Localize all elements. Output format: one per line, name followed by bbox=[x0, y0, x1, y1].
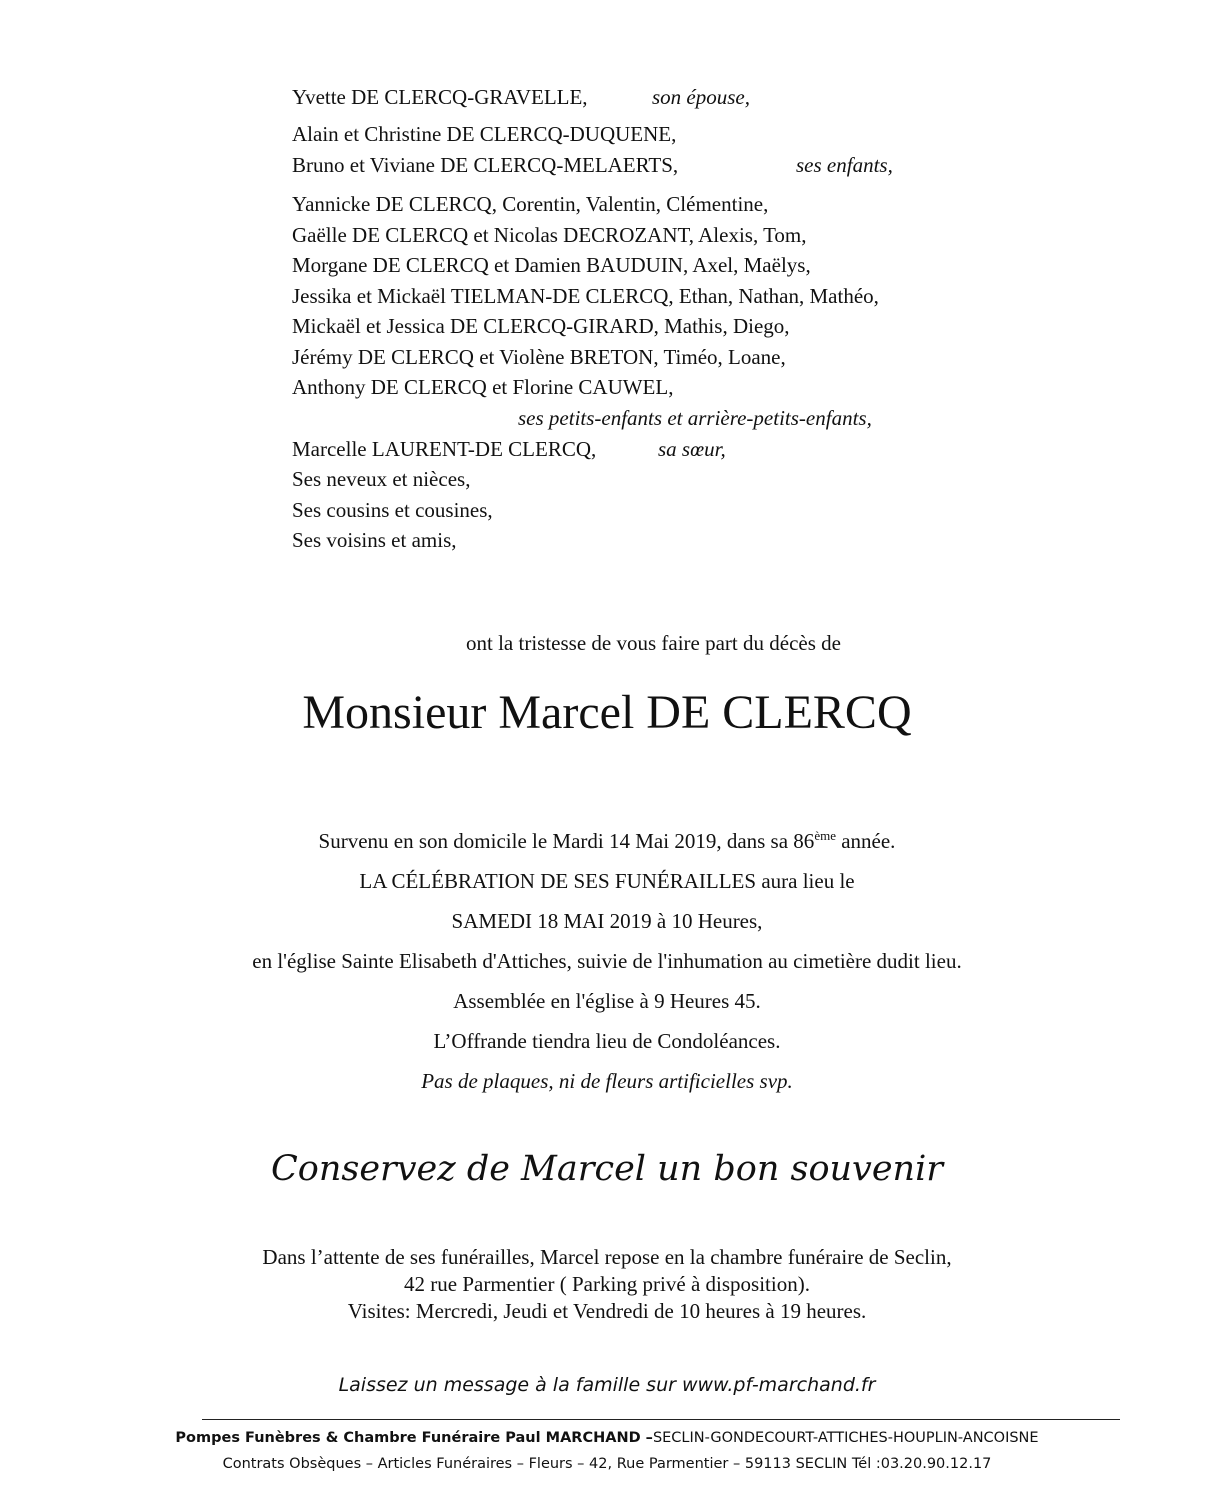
grandchildren-line: Yannicke DE CLERCQ, Corentin, Valentin, Clémentine, bbox=[292, 192, 769, 216]
message-link-line: Laissez un message à la famille sur www.pf-marchand.fr bbox=[338, 1374, 876, 1396]
footer-company-name: Pompes Funèbres & Chambre Funéraire Paul MARCHAND – bbox=[175, 1430, 653, 1446]
others-line: Ses voisins et amis, bbox=[292, 528, 457, 552]
spouse-role: son épouse, bbox=[652, 85, 750, 109]
child-line: Alain et Christine DE CLERCQ-DUQUENE, bbox=[292, 122, 677, 146]
rest-line: 42 rue Parmentier ( Parking privé à disposition). bbox=[404, 1272, 810, 1296]
funeral-place: en l'église Sainte Elisabeth d'Attiches, suivie de l'inhumation au cimetière dudit lieu. bbox=[252, 949, 962, 973]
death-notice-suffix: année. bbox=[835, 829, 896, 853]
grandchildren-line: Anthony DE CLERCQ et Florine CAUWEL, bbox=[292, 375, 674, 399]
others-line: Ses neveux et nièces, bbox=[292, 467, 471, 491]
footer-divider bbox=[202, 1419, 1120, 1420]
sister-name: Marcelle LAURENT-DE CLERCQ, bbox=[292, 437, 597, 461]
child-line: Bruno et Viviane DE CLERCQ-MELAERTS, bbox=[292, 153, 679, 177]
grandchildren-line: Jessika et Mickaël TIELMAN-DE CLERCQ, Ethan, Nathan, Mathéo, bbox=[292, 284, 879, 308]
footer-contact: Contrats Obsèques – Articles Funéraires – Fleurs – 42, Rue Parmentier – 59113 SECLIN Tél :03.20.90.12.17 bbox=[222, 1456, 992, 1472]
deceased-name: Monsieur Marcel DE CLERCQ bbox=[302, 686, 912, 739]
footer-company-towns: SECLIN-GONDECOURT-ATTICHES-HOUPLIN-ANCOISNE bbox=[652, 1430, 1039, 1446]
death-notice-text: Survenu en son domicile le Mardi 14 Mai 2019, dans sa 86 bbox=[318, 829, 815, 853]
celebration-line: LA CÉLÉBRATION DE SES FUNÉRAILLES aura lieu le bbox=[359, 869, 855, 893]
souvenir-line: Conservez de Marcel un bon souvenir bbox=[270, 1149, 944, 1189]
spouse-name: Yvette DE CLERCQ-GRAVELLE, bbox=[292, 85, 588, 109]
announcement-intro: ont la tristesse de vous faire part du décès de bbox=[466, 631, 841, 655]
children-role: ses enfants, bbox=[796, 153, 893, 177]
grandchildren-role: ses petits-enfants et arrière-petits-enfants, bbox=[518, 406, 872, 430]
no-flowers-note: Pas de plaques, ni de fleurs artificielles svp. bbox=[421, 1069, 793, 1093]
offering-note: L’Offrande tiendra lieu de Condoléances. bbox=[433, 1029, 781, 1053]
assembly-time: Assemblée en l'église à 9 Heures 45. bbox=[453, 989, 761, 1013]
death-notice-superscript: ème bbox=[814, 828, 836, 843]
others-line: Ses cousins et cousines, bbox=[292, 498, 493, 522]
death-notice bbox=[0, 828, 1214, 854]
rest-line: Dans l’attente de ses funérailles, Marcel repose en la chambre funéraire de Seclin, bbox=[262, 1245, 952, 1269]
sister-role: sa sœur, bbox=[658, 437, 726, 461]
funeral-date: SAMEDI 18 MAI 2019 à 10 Heures, bbox=[451, 909, 763, 933]
grandchildren-line: Gaëlle DE CLERCQ et Nicolas DECROZANT, Alexis, Tom, bbox=[292, 223, 807, 247]
rest-line: Visites: Mercredi, Jeudi et Vendredi de 10 heures à 19 heures. bbox=[347, 1299, 867, 1323]
grandchildren-line: Jérémy DE CLERCQ et Violène BRETON, Timéo, Loane, bbox=[292, 345, 786, 369]
footer-company bbox=[0, 1428, 1214, 1448]
grandchildren-line: Mickaël et Jessica DE CLERCQ-GIRARD, Mathis, Diego, bbox=[292, 314, 790, 338]
grandchildren-line: Morgane DE CLERCQ et Damien BAUDUIN, Axel, Maëlys, bbox=[292, 253, 811, 277]
